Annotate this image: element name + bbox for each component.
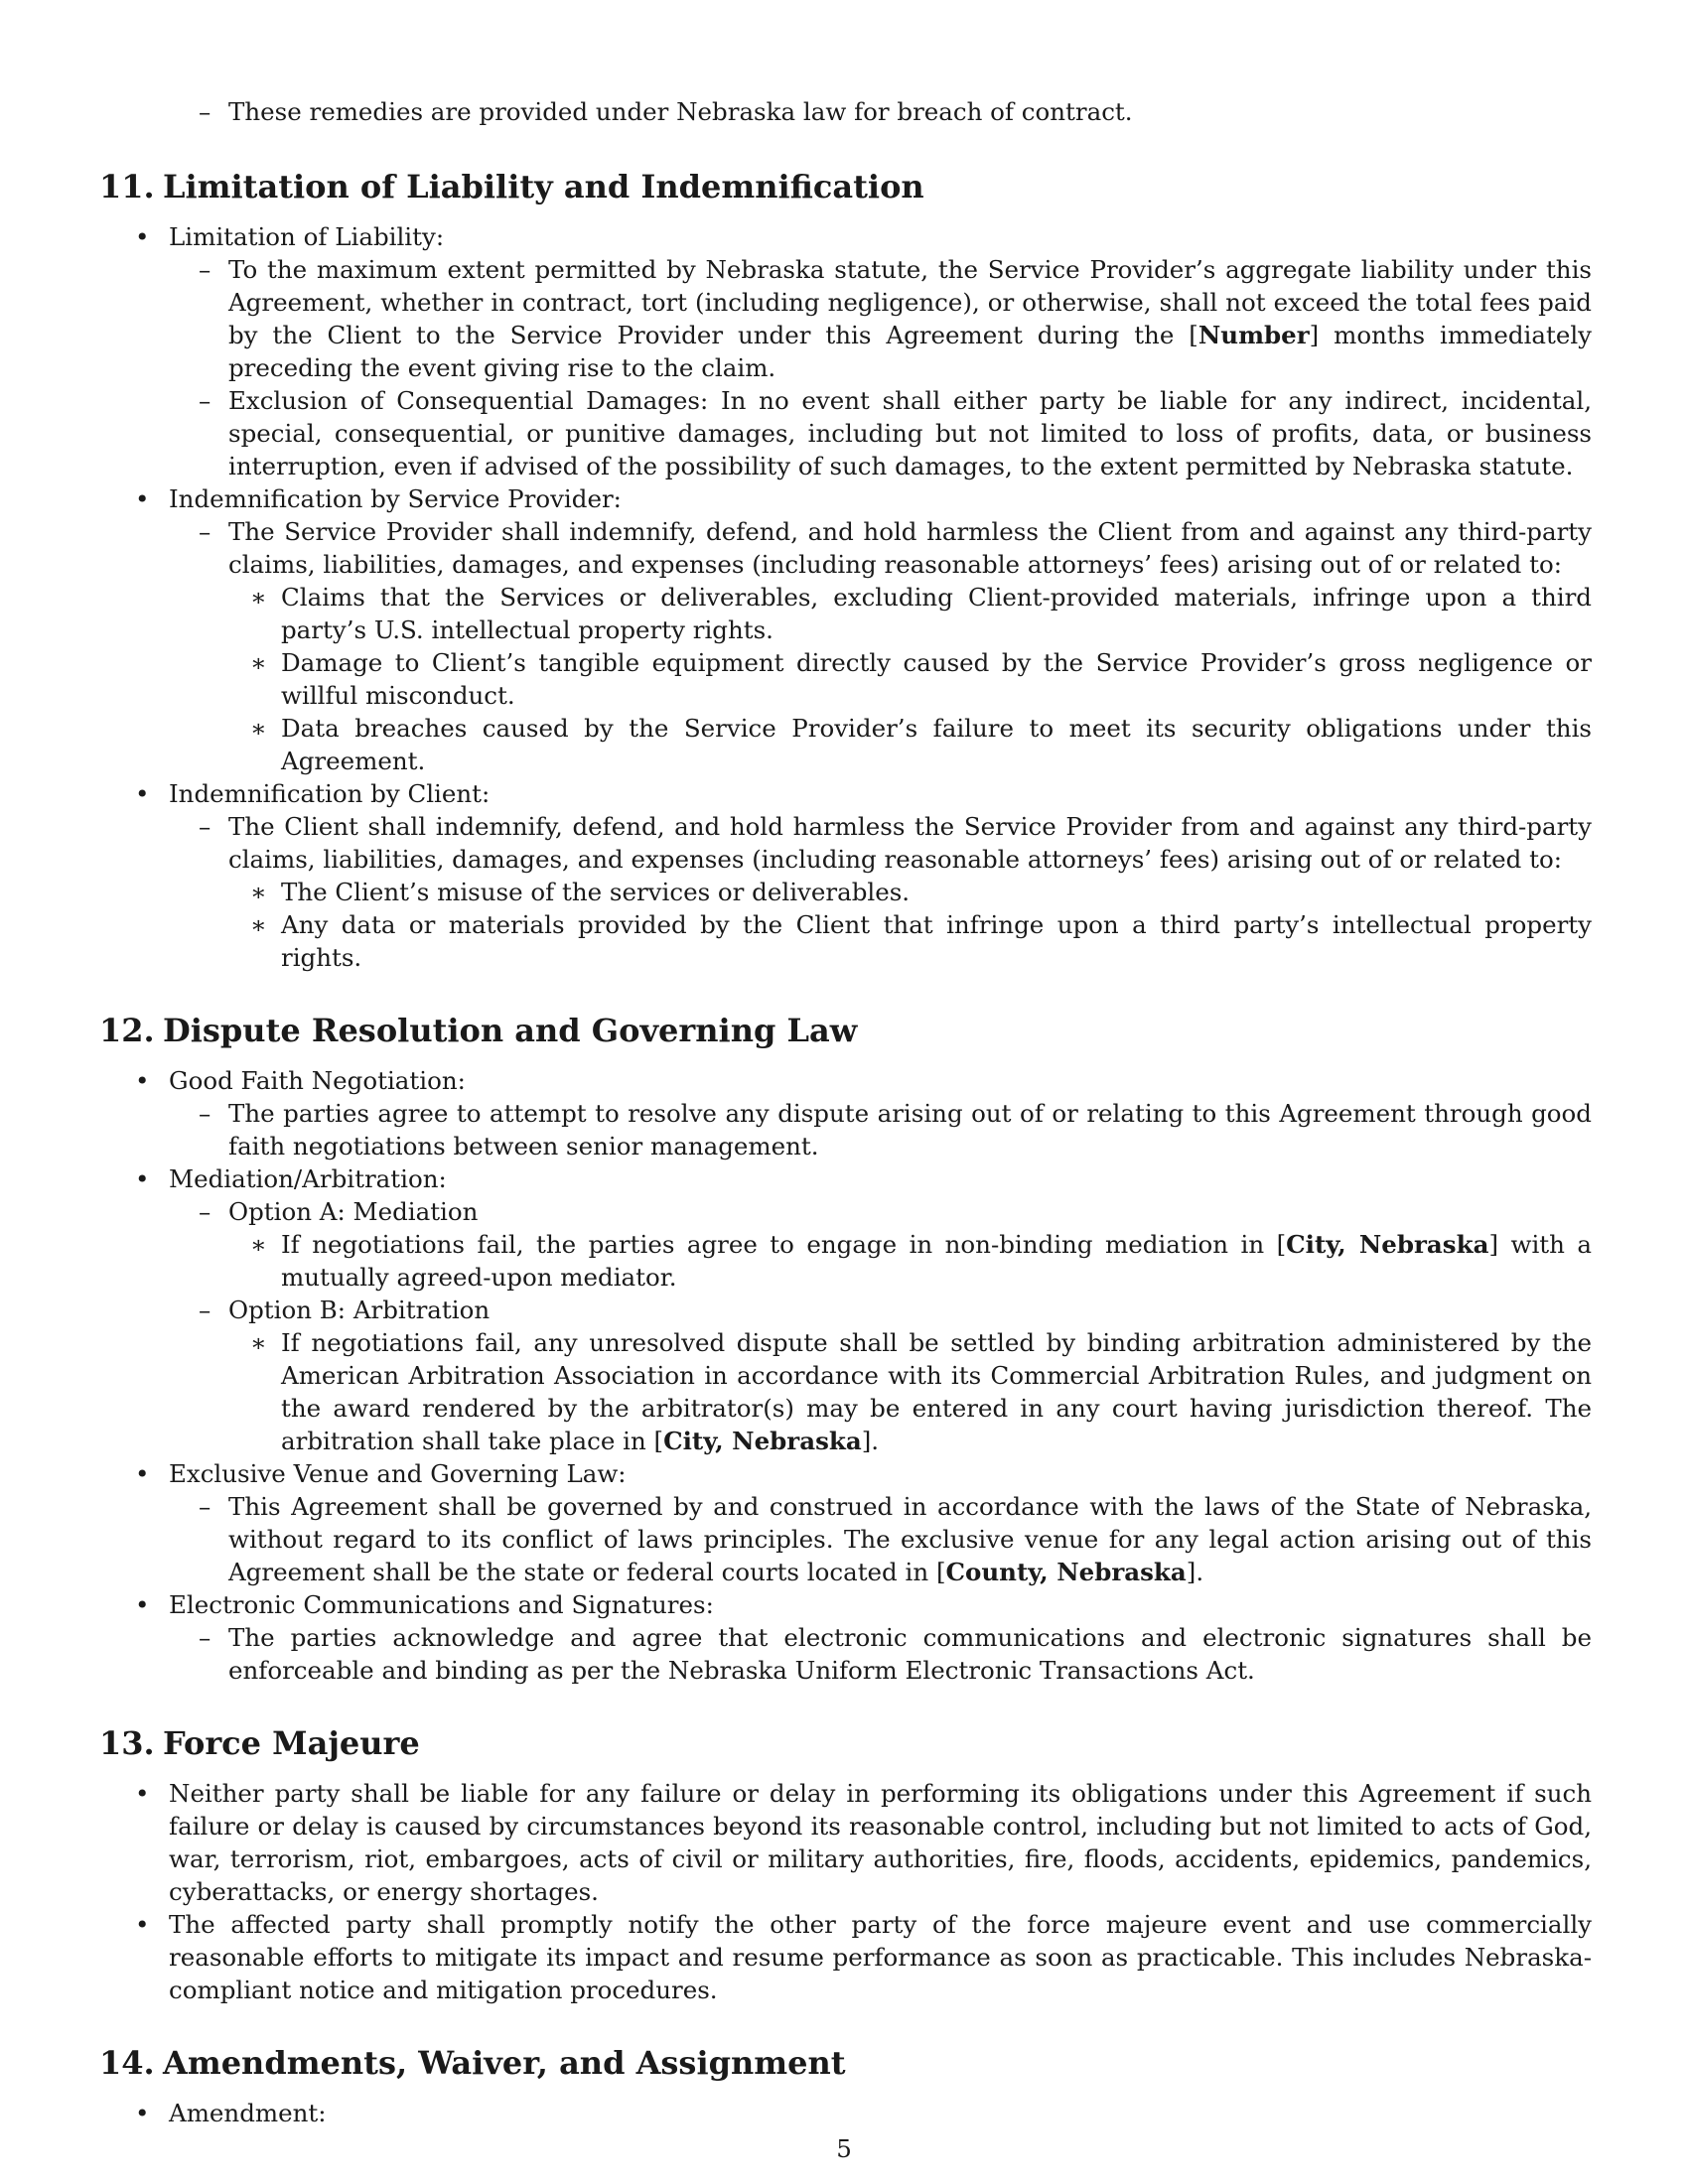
list-item: – Exclusion of Consequential Damages: In no event shall either party be liable for any indirect, incidental, special, consequential, or punitive damages, including but not limited to loss of profits, data, or business interruption, even if advised of the possibility of such damages, to the extent permitted by Nebraska statute.: [199, 386, 1592, 480]
list-item: • Neither party shall be liable for any failure or delay in performing its obligations under this Agreement if such failure or delay is caused by circumstances beyond its reasonable control, including but not limited to acts of God, war, terrorism, riot, embargoes, acts of civil or military authorities, fire, floods, accidents, epidemics, pandemics, cyberattacks, or energy shortages.: [135, 1779, 1592, 1906]
list-item: ∗ The Client’s misuse of the services or deliverables.: [250, 878, 911, 906]
list-item: – This Agreement shall be governed by and construed in accordance with the laws of the State of Nebraska, without regard to its conflict of laws principles. The exclusive venue for any legal action arising out of this Agreement shall be the state or federal courts located in [County, Nebraska].: [199, 1492, 1592, 1586]
list-item: – The parties acknowledge and agree that electronic communications and electronic signatures shall be enforceable and binding as per the Nebraska Uniform Electronic Transactions Act.: [199, 1623, 1592, 1685]
document-page: [99, 95, 1592, 2129]
list-item: ∗ Any data or materials provided by the Client that infringe upon a third party’s intellectual property rights.: [250, 910, 1592, 972]
list-item: • Limitation of Liability:: [135, 222, 445, 251]
section-heading-11: 11. Limitation of Liability and Indemnification: [99, 168, 924, 205]
list-item: ∗ If negotiations fail, the parties agree to engage in non-binding mediation in [City, Nebraska] with a mutually agreed-upon mediator.: [250, 1230, 1592, 1292]
list-item: – The parties agree to attempt to resolve any dispute arising out of or relating to this Agreement through good faith negotiations between senior management.: [199, 1099, 1592, 1160]
list-item: – Option A: Mediation: [199, 1197, 479, 1226]
list-item: ∗ Claims that the Services or deliverables, excluding Client-provided materials, infringe upon a third party’s U.S. intellectual property rights.: [250, 583, 1592, 644]
page-number: 5: [836, 2134, 852, 2163]
list-item: • Electronic Communications and Signatures:: [135, 1590, 714, 1619]
list-item: – Option B: Arbitration: [199, 1296, 491, 1324]
list-item: • Amendment:: [135, 2099, 327, 2127]
section-heading-14: 14. Amendments, Waiver, and Assignment: [99, 2044, 846, 2082]
list-item: ∗ Data breaches caused by the Service Provider’s failure to meet its security obligations under this Agreement.: [250, 714, 1592, 775]
section-heading-12: 12. Dispute Resolution and Governing Law: [99, 1012, 858, 1049]
list-item: ∗ If negotiations fail, any unresolved dispute shall be settled by binding arbitration administered by the American Arbitration Association in accordance with its Commercial Arbitration Rules, and judgment on the award rendered by the arbitrator(s) may be entered in any court having jurisdiction thereof. The arbitration shall take place in [City, Nebraska].: [250, 1328, 1592, 1455]
section-heading-13: 13. Force Majeure: [99, 1724, 420, 1762]
list-item: • The affected party shall promptly notify the other party of the force majeure event and use commercially reasonable efforts to mitigate its impact and resume performance as soon as practicable. This includes Nebraska-compliant notice and mitigation procedures.: [135, 1910, 1592, 2004]
list-item: • Indemnification by Service Provider:: [135, 484, 622, 513]
list-item: ∗ Damage to Client’s tangible equipment directly caused by the Service Provider’s gross negligence or willful misconduct.: [250, 648, 1592, 710]
list-item: – The Client shall indemnify, defend, and hold harmless the Service Provider from and against any third-party claims, liabilities, damages, and expenses (including reasonable attorneys’ fees) arising out of or related to:: [199, 812, 1592, 874]
list-item: – The Service Provider shall indemnify, defend, and hold harmless the Client from and against any third-party claims, liabilities, damages, and expenses (including reasonable attorneys’ fees) arising out of or related to:: [199, 517, 1592, 579]
list-item: • Exclusive Venue and Governing Law:: [135, 1459, 627, 1488]
list-item: • Indemnification by Client:: [135, 779, 491, 808]
list-item: • Good Faith Negotiation:: [135, 1066, 466, 1095]
list-item: – To the maximum extent permitted by Nebraska statute, the Service Provider’s aggregate liability under this Agreement, whether in contract, tort (including negligence), or otherwise, shall not exceed the total fees paid by the Client to the Service Provider under this Agreement during the [Number] months immediately preceding the event giving rise to the claim.: [199, 255, 1593, 382]
list-item: – These remedies are provided under Nebraska law for breach of contract.: [199, 97, 1133, 126]
list-item: • Mediation/Arbitration:: [135, 1164, 447, 1193]
